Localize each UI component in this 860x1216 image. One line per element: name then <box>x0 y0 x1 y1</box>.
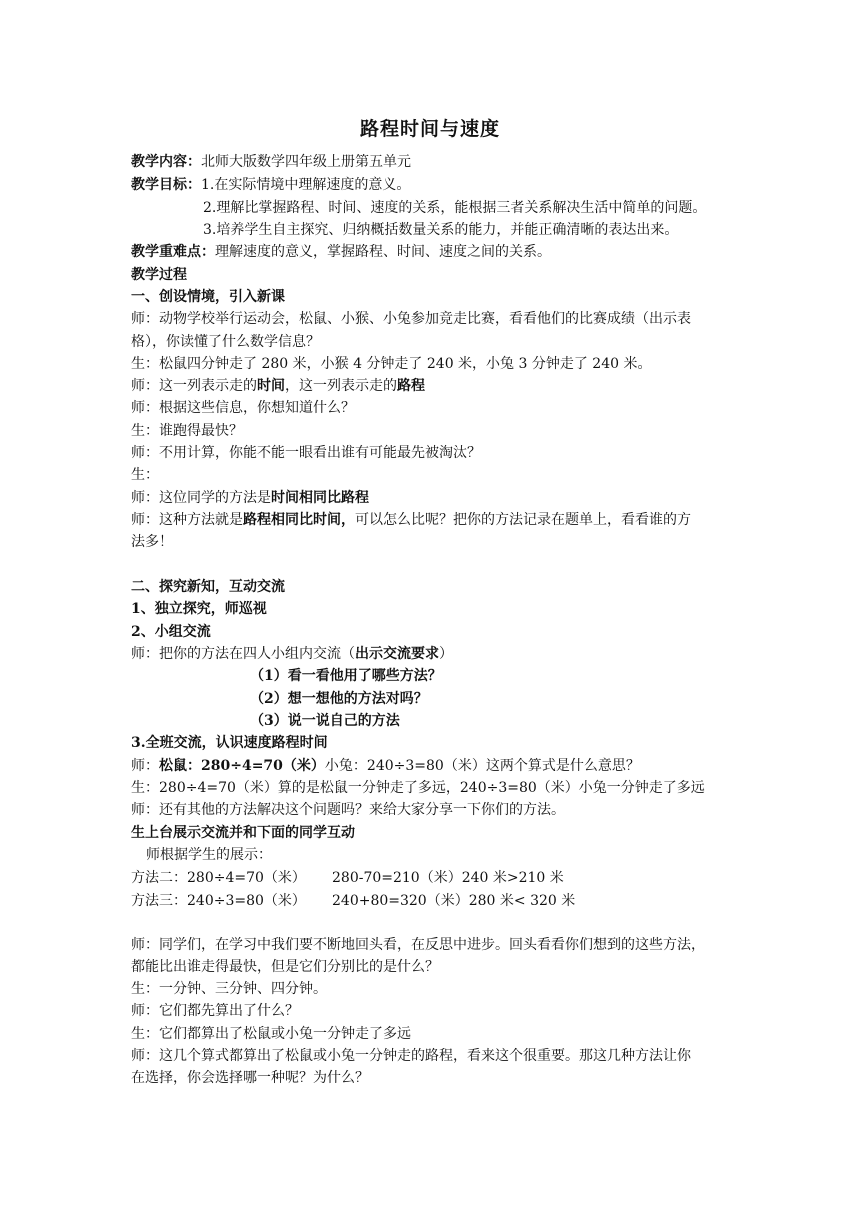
s2-final-1: 师：同学们，在学习中我们要不断地回头看，在反思中进步。回头看看你们想到的这些方法， <box>131 937 705 953</box>
s1-line-2: 格），你读懂了什么数学信息？ <box>131 334 320 350</box>
s1-line-9a: 师：这位同学的方法是 <box>131 490 271 506</box>
s1-line-9 <box>131 488 369 508</box>
s2-line-1c: ） <box>439 646 453 662</box>
s1-line-5: 师：根据这些信息，你想知道什么？ <box>131 400 355 416</box>
method-2-a: 方法二：280÷4=70（米） <box>131 870 306 886</box>
s2-final-5: 生：它们都算出了松鼠或小兔一分钟走了多远 <box>131 1026 411 1042</box>
s2-step-2: 2、小组交流 <box>131 624 211 640</box>
s2-final-7: 在选择，你会选择哪一种呢？为什么？ <box>131 1070 369 1086</box>
s2-final-4: 师：它们都先算出了什么？ <box>131 1003 299 1019</box>
s1-line-6: 生：谁跑得最快？ <box>131 423 243 439</box>
content-line <box>131 152 411 172</box>
goal-3: 3.培养学生自主探究、归纳概括数量关系的能力，并能正确清晰的表达出来。 <box>203 222 679 238</box>
requirement-1: （1）看一看他用了哪些方法？ <box>250 668 442 684</box>
method-3-a: 方法三：240÷3=80（米） <box>131 893 306 909</box>
s2-step-3: 3.全班交流，认识速度路程时间 <box>131 735 328 751</box>
s1-line-9b: 时间相同比路程 <box>271 490 369 506</box>
goals-line-1 <box>131 175 410 195</box>
process-heading: 教学过程 <box>131 267 187 283</box>
page-title: 路程时间与速度 <box>359 118 500 140</box>
requirement-3: （3）说一说自己的方法 <box>250 713 400 729</box>
s2-exchange-4: 生上台展示交流并和下面的同学互动 <box>131 825 355 841</box>
s1-line-11: 法多！ <box>131 534 173 550</box>
content-label: 教学内容： <box>131 154 201 170</box>
s2-final-6: 师：这几个算式都算出了松鼠或小兔一分钟走的路程，看来这个很重要。那这几种方法让你 <box>131 1048 691 1064</box>
s1-line-4a: 师：这一列表示走的 <box>131 378 257 394</box>
s2-exchange-1a: 师： <box>131 758 159 774</box>
method-3-b: 240+80=320（米）280 米< 320 米 <box>332 893 576 909</box>
s2-exchange-1 <box>131 756 640 776</box>
goals-label: 教学目标： <box>131 177 201 193</box>
s1-line-10b: 路程相同比时间， <box>243 512 355 528</box>
key-label: 教学重难点： <box>131 244 215 260</box>
goal-2: 2.理解比掌握路程、时间、速度的关系，能根据三者关系解决生活中简单的问题。 <box>203 200 707 216</box>
s2-final-3: 生：一分钟、三分钟、四分钟。 <box>131 981 327 997</box>
s1-line-4c: ，这一列表示走的 <box>285 378 397 394</box>
s2-line-1a: 师：把你的方法在四人小组内交流（ <box>131 646 355 662</box>
s1-line-4b: 时间 <box>257 378 285 394</box>
s1-line-4d: 路程 <box>397 378 425 394</box>
requirement-2: （2）想一想他的方法对吗？ <box>250 691 428 707</box>
s1-line-3: 生：松鼠四分钟走了 280 米，小猴 4 分钟走了 240 米，小兔 3 分钟走了 240 米。 <box>131 356 652 372</box>
s1-line-4 <box>131 376 425 396</box>
s1-line-1: 师：动物学校举行运动会，松鼠、小猴、小兔参加竞走比赛，看看他们的比赛成绩（出示表 <box>131 311 691 327</box>
key-text: 理解速度的意义，掌握路程、时间、速度之间的关系。 <box>215 244 551 260</box>
s2-exchange-5: 师根据学生的展示： <box>146 847 272 863</box>
s1-line-7: 师：不用计算，你能不能一眼看出谁有可能最先被淘汰？ <box>131 445 481 461</box>
s1-line-8: 生： <box>131 467 159 483</box>
s2-exchange-1b: 松鼠：280÷4=70（米） <box>159 758 325 774</box>
s1-line-10 <box>131 510 691 530</box>
s2-exchange-3: 师：还有其他的方法解决这个问题吗？来给大家分享一下你们的方法。 <box>131 802 565 818</box>
goal-1: 1.在实际情境中理解速度的意义。 <box>201 177 411 193</box>
key-line <box>131 242 551 262</box>
s1-line-10c: 可以怎么比呢？把你的方法记录在题单上，看看谁的方 <box>355 512 691 528</box>
section1-heading: 一、创设情境，引入新课 <box>131 289 285 305</box>
s1-line-10a: 师：这种方法就是 <box>131 512 243 528</box>
s2-final-2: 都能比出谁走得最快，但是它们分别比的是什么？ <box>131 959 439 975</box>
s2-exchange-2: 生：280÷4=70（米）算的是松鼠一分钟走了多远，240÷3=80（米）小兔一分钟走了多远 <box>131 780 705 796</box>
method-2-b: 280-70=210（米）240 米>210 米 <box>332 870 564 886</box>
s2-line-1 <box>131 644 453 664</box>
content-text: 北师大版数学四年级上册第五单元 <box>201 154 411 170</box>
section2-heading: 二、探究新知，互动交流 <box>131 579 285 595</box>
s2-step-1: 1、独立探究，师巡视 <box>131 601 267 617</box>
s2-exchange-1c: 小兔：240÷3=80（米）这两个算式是什么意思？ <box>324 758 640 774</box>
s2-line-1b: 出示交流要求 <box>355 646 439 662</box>
